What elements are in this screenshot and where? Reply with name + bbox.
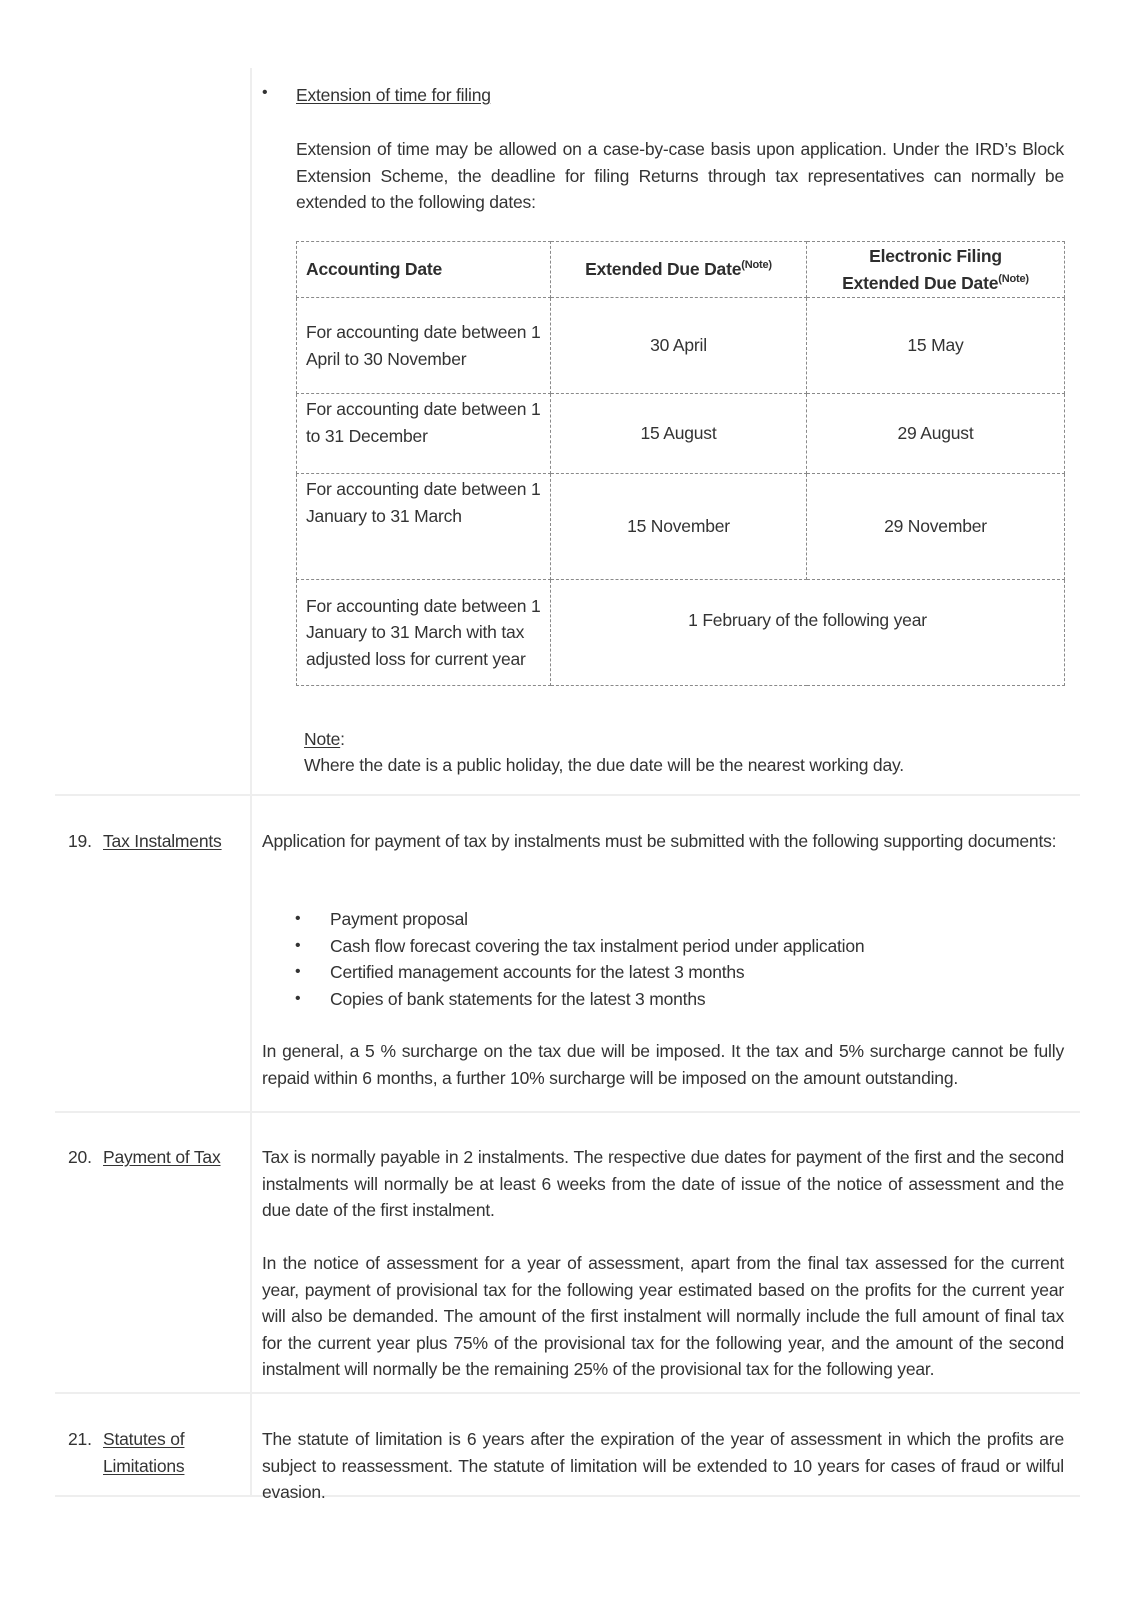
column-divider [250,68,252,1496]
section-20-title: Payment of Tax [103,1147,221,1167]
bullet-icon: • [262,84,268,101]
list-item: • Copies of bank statements for the latest 3 months [262,986,864,1013]
section-number: 20. [68,1147,92,1167]
cell-extended-due-date: 15 November [551,474,807,580]
table-header-row [297,242,1065,298]
section-19-surcharge: In general, a 5 % surcharge on the tax due will be imposed. It the tax and 5% surcharge cannot be fully repaid within 6 months, a further 10% surcharge will be imposed on the amount outstanding. [262,1041,1064,1088]
cell-accounting-date: For accounting date between 1 to 31 December [297,394,551,474]
cell-electronic-due-date: 29 August [807,394,1065,474]
extension-intro: Extension of time may be allowed on a case-by-case basis upon application. Under the IRD’s Block Extension Scheme, the deadline for filing Returns through tax representatives can normally be extended to the following dates: [296,139,1064,212]
section-20-para2: In the notice of assessment for a year of assessment, apart from the final tax assessed for the current year, payment of provisional tax for the following year estimated based on the profits for the current year will also be demanded. The amount of the first instalment will normally include the full amount of final tax for the current year plus 75% of the provisional tax for the following year, and the amount of the second instalment will normally be the remaining 25% of the provisional tax for the following year. [262,1253,1064,1379]
section-divider [55,1111,1080,1113]
cell-electronic-due-date: 29 November [807,474,1065,580]
section-21-text: The statute of limitation is 6 years after the expiration of the year of assessment in which the profits are subject to reassessment. The statute of limitation will be extended to 10 years for cases of fraud or wilful evasion. [262,1429,1064,1502]
note-label: Note [304,729,341,749]
section-number: 21. [68,1429,92,1449]
cell-extended-due-date: 30 April [551,298,807,394]
cell-extended-due-date: 15 August [551,394,807,474]
header-accounting-date: Accounting Date [297,242,551,298]
list-item: • Certified management accounts for the latest 3 months [262,959,864,986]
table-row [297,394,1065,474]
cell-accounting-date: For accounting date between 1 April to 30 November [297,298,551,394]
cell-accounting-date: For accounting date between 1 January to 31 March [297,474,551,580]
bullet-heading: Extension of time for filing [296,85,491,105]
section-19-label [68,828,102,855]
table-row [297,474,1065,580]
cell-electronic-due-date: 15 May [807,298,1065,394]
cell-accounting-date: For accounting date between 1 January to 31 March with tax adjusted loss for current year [297,580,551,686]
extension-table [296,241,1065,686]
table-row [297,298,1065,394]
section-21-title: Statutes of Limitations [103,1429,185,1476]
section-20-label [68,1144,102,1171]
supporting-documents-list [262,906,864,1012]
table-note-text: Where the date is a public holiday, the due date will be the nearest working day. [304,755,904,775]
header-extended-due-date: Extended Due Date$^{(Note)}$ [551,242,807,298]
table-row [297,580,1065,686]
section-20-para1: Tax is normally payable in 2 instalments. The respective due dates for payment of the first and the second instalments will normally be at least 6 weeks from the date of issue of the notice of assessment and the due date of the first instalment. [262,1147,1064,1220]
section-divider [55,1392,1080,1394]
cell-merged-due-date: 1 February of the following year [551,580,1065,686]
header-electronic-filing-due-date: Electronic Filing Extended Due Date$^{(Note)}$ [807,242,1065,298]
list-item: • Cash flow forecast covering the tax instalment period under application [262,933,864,960]
section-19-title: Tax Instalments [103,831,222,851]
table-note: Note: [304,729,345,749]
section-divider [55,794,1080,796]
section-21-label [68,1426,102,1453]
section-19-intro: Application for payment of tax by instalments must be submitted with the following supporting documents: [262,831,1057,851]
list-item: • Payment proposal [262,906,864,933]
section-number: 19. [68,831,92,851]
